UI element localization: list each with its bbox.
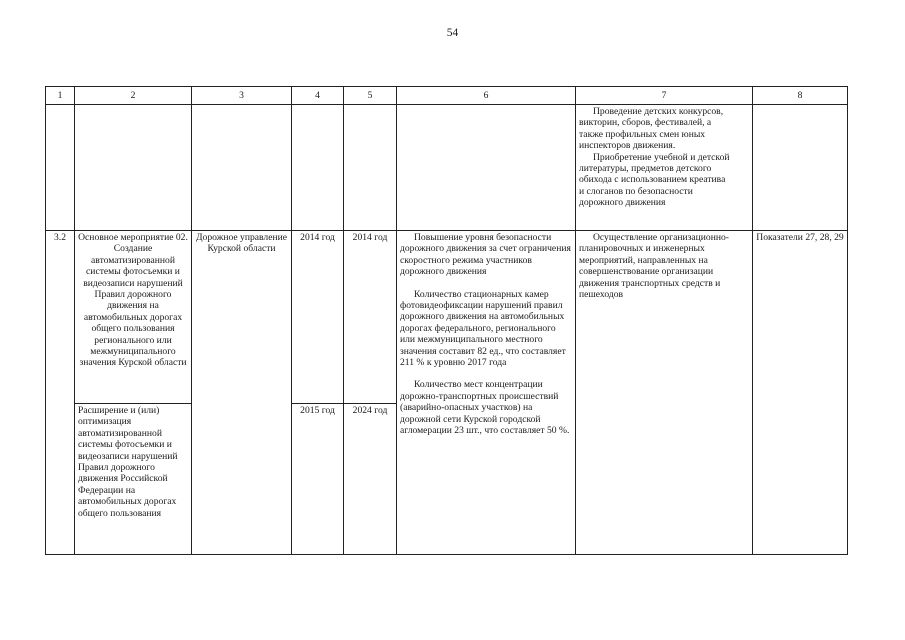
table-row (46, 231, 848, 404)
text-line: дорожного движения (579, 197, 666, 209)
program-measures-table (45, 86, 848, 555)
header-cell: 3 (192, 87, 292, 105)
event-cell: Основное мероприятие 02. Создание автоматизированной системы фотосъемки и видеозаписи нарушений Правил дорожного движения на автомобильных дорогах общего пользования регионального или межмуниципального значения Курской области (75, 231, 192, 404)
text-line: инспекторов движения. (579, 140, 676, 152)
text-line: викторин, сборов, фестивалей, а (579, 117, 712, 129)
header-cell: 8 (753, 87, 848, 105)
item-number-cell: 3.2 (46, 231, 75, 555)
consequences-text: Осуществление организационно-планировочных и инженерных мероприятий, направленных на совершенствование организации движения транспортных средств и пешеходов (579, 232, 729, 301)
header-cell: 6 (397, 87, 576, 105)
header-cell: 2 (75, 87, 192, 105)
start-year-cell: 2015 год (292, 404, 344, 555)
empty-cell (192, 105, 292, 231)
result-paragraph: Количество стационарных камер фотовидеофиксации нарушений правил дорожного движения на автомобильных дорогах федерального, регионального или межмуниципального местного значения составит 82 ед., что составляет 211 % к уровню 2017 года (400, 288, 566, 369)
text-line: также профильных смен юных (579, 128, 706, 140)
indicators-cell: Показатели 27, 28, 29 (753, 231, 848, 555)
text-line: Приобретение учебной и детской (593, 151, 730, 163)
empty-cell (753, 105, 848, 231)
header-cell: 1 (46, 87, 75, 105)
result-paragraph: Количество мест концентрации дорожно-транспортных происшествий (аварийно-опасных участков) на дорожной сети Курской городской агломерации 23 шт., что составляет 50 %. (400, 379, 570, 437)
executor-cell: Дорожное управление Курской области (192, 231, 292, 555)
text-line: Проведение детских конкурсов, (593, 106, 724, 117)
end-year-cell: 2024 год (344, 404, 397, 555)
result-paragraph: Повышение уровня безопасности дорожного движения за счет ограничения скоростного режима участников дорожного движения (400, 232, 571, 278)
empty-cell (292, 105, 344, 231)
consequences-cell (576, 105, 753, 231)
sub-event-cell: Расширение и (или) оптимизация автоматизированной системы фотосъемки и видеозаписи нарушений Правил дорожного движения Российской Федерации на автомобильных дорогах общего пользования (75, 404, 192, 555)
header-cell: 7 (576, 87, 753, 105)
start-year-cell: 2014 год (292, 231, 344, 404)
empty-cell (75, 105, 192, 231)
empty-cell (397, 105, 576, 231)
end-year-cell: 2014 год (344, 231, 397, 404)
empty-cell (344, 105, 397, 231)
table-row (46, 105, 848, 231)
text-line: и слоганов по безопасности (579, 185, 693, 197)
results-cell (397, 231, 576, 555)
consequences-cell (576, 231, 753, 555)
text-line: обихода с использованием креатива (579, 174, 726, 186)
header-row (46, 87, 848, 105)
header-cell: 5 (344, 87, 397, 105)
header-cell: 4 (292, 87, 344, 105)
empty-cell (46, 105, 75, 231)
page-number: 54 (446, 27, 459, 39)
text-line: литературы, предметов детского (579, 163, 712, 175)
